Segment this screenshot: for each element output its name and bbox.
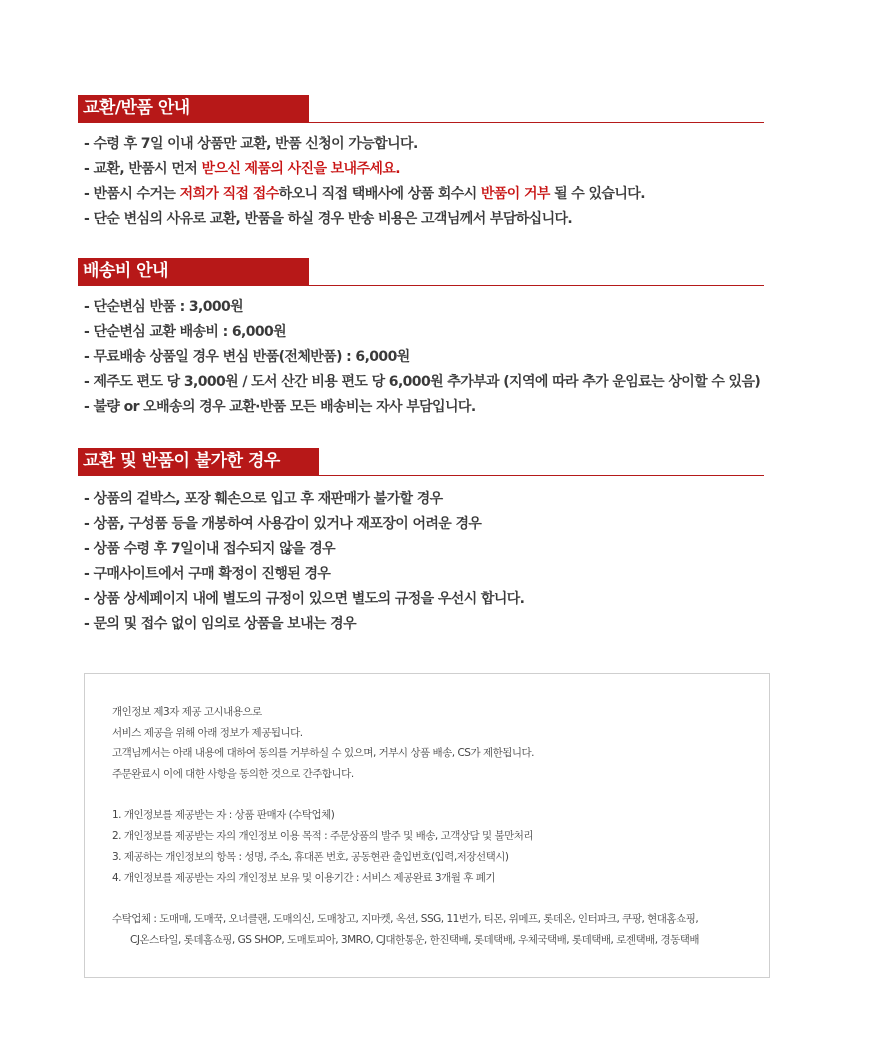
list-item: [84, 395, 760, 420]
section-header: [78, 95, 764, 123]
list-item-text: - 상품, 구성품 등을 개봉하여 사용감이 있거나 재포장이 어려운 경우: [84, 516, 482, 532]
notice-line: 수탁업체 : 도매매, 도매꾹, 오너클랜, 도매의신, 도매창고, 지마켓, 옥션, SSG, 11번가, 티몬, 위메프, 롯데온, 인터파크, 쿠팡, 현대홈쇼핑,: [112, 913, 699, 925]
list-item: [84, 207, 645, 232]
highlight-text: 저희가 직접 접수: [179, 186, 279, 202]
list-item-text: - 무료배송 상품일 경우 변심 반품(전체반품) : 6,000원: [84, 349, 410, 365]
section-list: [84, 295, 760, 420]
section-header: [78, 448, 764, 476]
highlight-text: 반품이 거부: [480, 186, 550, 202]
notice-line: 개인정보 제3자 제공 고시내용으로: [112, 706, 262, 718]
section-header: [78, 258, 764, 286]
section-title: 배송비 안내: [78, 258, 309, 285]
list-item: [84, 587, 524, 612]
list-item-text: - 반품시 수거는: [84, 186, 180, 202]
list-item: [84, 182, 645, 207]
highlight-text: 받으신 제품의 사진을 보내주세요.: [201, 161, 400, 177]
list-item-text: - 단순변심 반품 : 3,000원: [84, 299, 244, 315]
section-not-allowed: [78, 448, 764, 632]
list-item-text: - 불량 or 오배송의 경우 교환·반품 모든 배송비는 자사 부담입니다.: [84, 399, 476, 415]
list-item-text: - 단순 변심의 사유로 교환, 반품을 하실 경우 반송 비용은 고객님께서 부담하십니다.: [84, 211, 573, 227]
list-item: [84, 157, 645, 182]
notice-line: 주문완료시 이에 대한 사항을 동의한 것으로 간주합니다.: [112, 768, 354, 780]
list-item: [84, 320, 760, 345]
list-item: [84, 345, 760, 370]
list-item-text: - 수령 후 7일 이내 상품만 교환, 반품 신청이 가능합니다.: [84, 136, 418, 152]
section-list: [84, 132, 645, 232]
list-item: [84, 132, 645, 157]
list-item-text: 하오니 직접 택배사에 상품 회수시: [278, 186, 481, 202]
list-item: [84, 512, 524, 537]
list-item-text: - 상품 상세페이지 내에 별도의 규정이 있으면 별도의 규정을 우선시 합니다.: [84, 591, 525, 607]
list-item-text: - 제주도 편도 당 3,000원 / 도서 산간 비용 편도 당 6,000원 추가부과 (지역에 따라 추가 운임료는 상이할 수 있음): [84, 374, 761, 390]
list-item: [84, 370, 760, 395]
list-item-text: - 구매사이트에서 구매 확정이 진행된 경우: [84, 566, 331, 582]
section-title: 교환/반품 안내: [78, 95, 309, 122]
section-shipping-fee: [78, 258, 764, 415]
notice-line: 고객님께서는 아래 내용에 대하여 동의를 거부하실 수 있으며, 거부시 상품 배송, CS가 제한됩니다.: [112, 747, 534, 759]
list-item: [84, 295, 760, 320]
privacy-notice-box: [84, 673, 770, 978]
list-item: [84, 537, 524, 562]
list-item: [84, 562, 524, 587]
list-item-text: - 단순변심 교환 배송비 : 6,000원: [84, 324, 287, 340]
notice-line: 3. 제공하는 개인정보의 항목 : 성명, 주소, 휴대폰 번호, 공동현관 출입번호(입력,저장선택시): [112, 851, 509, 863]
list-item: [84, 487, 524, 512]
section-list: [84, 487, 524, 637]
notice-line: 2. 개인정보를 제공받는 자의 개인정보 이용 목적 : 주문상품의 발주 및 배송, 고객상담 및 불만처리: [112, 830, 534, 842]
notice-line: CJ온스타일, 롯데홈쇼핑, GS SHOP, 도매토피아, 3MRO, CJ대한통운, 한진택배, 롯데택배, 우체국택배, 롯데택배, 로젠택배, 경동택배: [130, 934, 700, 946]
list-item-text: - 상품의 겉박스, 포장 훼손으로 입고 후 재판매가 불가할 경우: [84, 491, 443, 507]
list-item-text: - 교환, 반품시 먼저: [84, 161, 202, 177]
list-item: [84, 612, 524, 637]
section-title: 교환 및 반품이 불가한 경우: [78, 448, 319, 475]
notice-line: 1. 개인정보를 제공받는 자 : 상품 판매자 (수탁업체): [112, 809, 335, 821]
list-item-text: - 문의 및 접수 없이 임의로 상품을 보내는 경우: [84, 616, 357, 632]
section-exchange-return: [78, 95, 764, 227]
list-item-text: - 상품 수령 후 7일이내 접수되지 않을 경우: [84, 541, 336, 557]
notice-line: 4. 개인정보를 제공받는 자의 개인정보 보유 및 이용기간 : 서비스 제공완료 3개월 후 폐기: [112, 872, 495, 884]
list-item-text: 될 수 있습니다.: [549, 186, 645, 202]
notice-line: 서비스 제공을 위해 아래 정보가 제공됩니다.: [112, 727, 303, 739]
